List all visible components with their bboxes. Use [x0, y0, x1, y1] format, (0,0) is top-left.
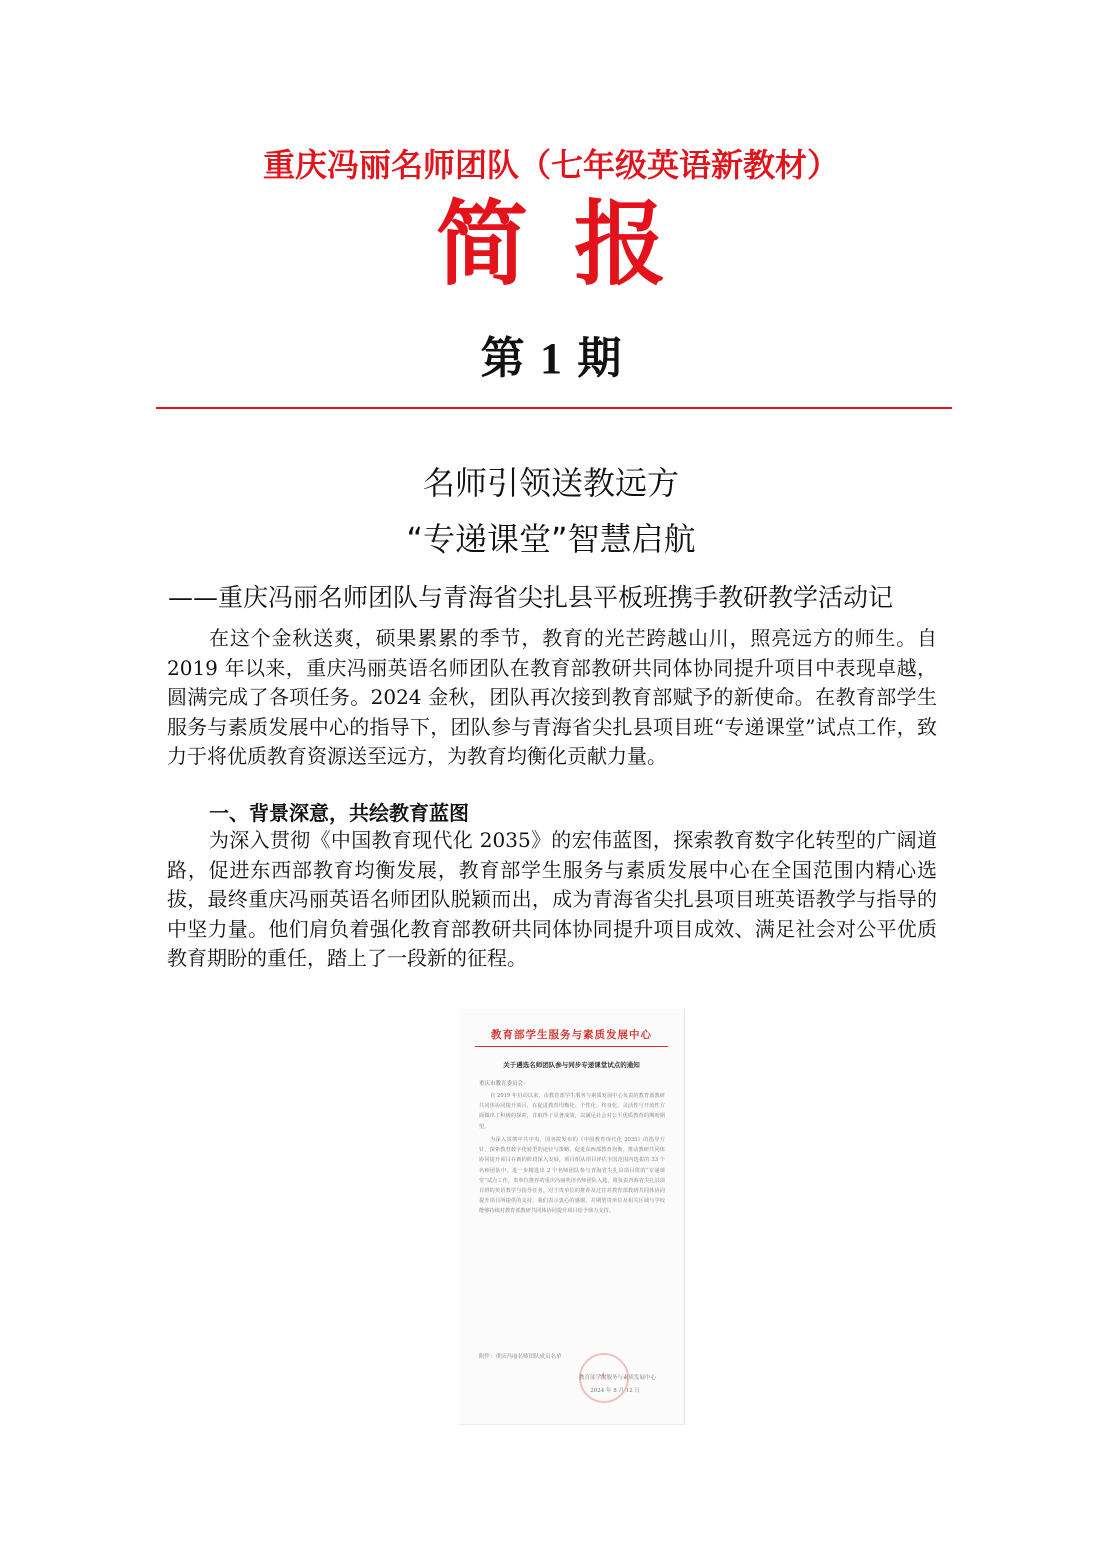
section1-paragraph: 为深入贯彻《中国教育现代化 2035》的宏伟蓝图，探索教育数字化转型的广阔道路，促进东西部教育均衡发展，教育部学生服务与素质发展中心在全国范围内精心选拔，最终重庆冯丽英语名师团队脱颖而出，成为青海省尖扎县项目班英语教学与指导的中坚力量。他们肩负着强化教育部教研共同体协同提升项目成效、满足社会对公平优质教育期盼的重任，踏上了一段新的征程。 — [167, 828, 937, 970]
notice-body-paragraph2: 为深入贯彻中共中央、国务院发布的《中国教育现代化 2035》的指导方针，探索教育数字化转型的途径与策略，促进东西部教育均衡，推动教研共同体协同提升项目在新的阶段深入发展，项目组从项目评估全国范围内选拔的 33 个名师团队中，进一步精选出 2 个名师团队参与青海省尖扎县项目班的“专递课堂”试点工作，贵单位推荐的重庆冯丽英语名师团队入选，将负责青海省尖扎县项目班的英语教学与指导任务。对于贵单位的推荐及过往对教育部教研共同体协同提升项目所提供的支持，我们表示衷心的感谢，并期望贵单位及相关区域与学校能够持续对教育部教研共同体协同提升项目给予鼎力支持。 — [479, 1137, 665, 1215]
issue-prefix: 第 — [480, 333, 525, 384]
article-headline-line1: 名师引领送教远方 — [422, 464, 679, 502]
notice-letterhead-divider — [475, 1046, 668, 1047]
notice-subject: 关于遴选名师团队参与同步专递课堂试点的通知 — [503, 1061, 640, 1069]
issue-number-value: 1 — [540, 334, 562, 383]
notice-signature: 教育部学生服务与素质发展中心 — [578, 1375, 656, 1381]
header-divider — [156, 407, 952, 409]
notice-date: 2024 年 8 月 12 日 — [590, 1388, 640, 1394]
section1-heading: 一、背景深意，共绘教育蓝图 — [209, 801, 469, 825]
issue-number — [0, 322, 1102, 386]
newsletter-brief-title: 简报 — [435, 191, 712, 298]
notice-body-paragraph1: 自 2019 年启动以来，由教育部学生服务与素质发展中心负责的教育部教研共同体协同提升项目，在促进教育均衡化、个性化、终身化、灵活性与开放性方面做出了积极的探索，并取得了显著成效，以满足社会对公平优质教育的期盼期望。 — [479, 1093, 665, 1130]
issue-suffix: 期 — [577, 333, 622, 384]
intro-paragraph: 在这个金秋送爽，硕果累累的季节，教育的光芒跨越山川，照亮远方的师生。自 2019 年以来，重庆冯丽英语名师团队在教育部教研共同体协同提升项目中表现卓越，圆满完成了各项任务。2024 金秋，团队再次接到教育部赋予的新使命。在教育部学生服务与素质发展中心的指导下，团队参与青海省尖扎县项目班“专递课堂”试点工作，致力于将优质教育资源送至远方，为教育均衡化贡献力量。 — [167, 626, 937, 768]
notice-document-image — [459, 1009, 685, 1425]
notice-letterhead: 教育部学生服务与素质发展中心 — [491, 1029, 652, 1041]
notice-salutation: 重庆市教育委员会： — [479, 1081, 529, 1087]
article-subheadline: ——重庆冯丽名师团队与青海省尖扎县平板班携手教研教学活动记 — [168, 583, 894, 612]
notice-attachment: 附件：重庆冯丽名师团队成员名单 — [479, 1354, 562, 1360]
newsletter-org-title: 重庆冯丽名师团队（七年级英语新教材） — [262, 146, 839, 184]
article-headline-line2: “专递课堂”智慧启航 — [406, 520, 696, 558]
